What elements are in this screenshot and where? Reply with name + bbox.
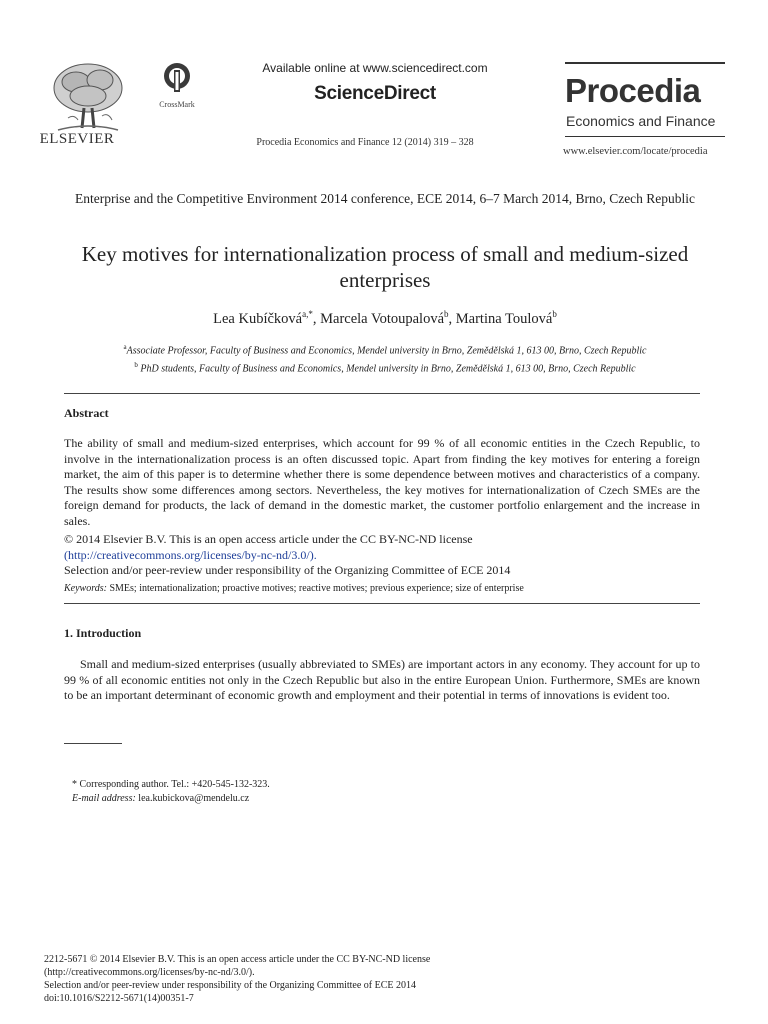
sciencedirect-wordmark: ScienceDirect	[314, 83, 436, 104]
introduction-heading: 1. Introduction	[64, 626, 142, 640]
journal-citation: Procedia Economics and Finance 12 (2014) 319 – 328	[256, 137, 474, 148]
paper-title: Key motives for internationalization process of small and medium-sized enterprises	[81, 242, 689, 292]
procedia-subtitle: Economics and Finance	[566, 113, 716, 129]
footnote-divider	[64, 743, 122, 744]
author-name: Lea Kubíčková	[213, 310, 303, 327]
issn-license-line: 2212-5671 © 2014 Elsevier B.V. This is an open access article under the CC BY-NC-ND license	[44, 954, 431, 965]
publisher-wordmark: ELSEVIER	[39, 131, 115, 147]
author	[320, 311, 456, 327]
author-affiliation-mark: b	[552, 309, 557, 319]
affiliation-line	[40, 358, 730, 376]
affiliation-line	[40, 340, 730, 358]
footer-peer-review-line: Selection and/or peer-review under responsibility of the Organizing Committee of ECE 2014	[44, 980, 417, 991]
author-name: Marcela Votoupalová	[320, 310, 445, 327]
abstract-top-divider	[64, 393, 700, 394]
author-list	[40, 309, 730, 328]
abstract-bottom-divider	[64, 603, 700, 604]
procedia-divider	[565, 136, 725, 137]
author-separator: ,	[312, 310, 321, 327]
email-address[interactable]: lea.kubickova@mendelu.cz	[135, 793, 250, 804]
crossmark-label: CrossMark	[159, 100, 195, 109]
procedia-wordmark: Procedia	[565, 72, 701, 109]
author-affiliation-mark: a,*	[302, 309, 313, 319]
keywords	[64, 583, 700, 594]
author-name: Martina Toulová	[455, 310, 553, 327]
author	[456, 311, 557, 327]
footnote	[72, 778, 270, 806]
affiliation-text: Associate Professor, Faculty of Business and Economics, Mendel university in Brno, Zemědělská 1, 613 00, Brno, Czech Republic	[126, 345, 647, 357]
corresponding-author: * Corresponding author. Tel.: +420-545-132-323.	[72, 779, 270, 790]
footer-license-link[interactable]: (http://creativecommons.org/licenses/by-nc-nd/3.0/).	[44, 967, 255, 978]
license-link[interactable]: (http://creativecommons.org/licenses/by-nc-nd/3.0/).	[64, 547, 317, 562]
available-online-text[interactable]: Available online at www.sciencedirect.com	[262, 61, 488, 75]
author-affiliation-mark: b	[444, 309, 449, 319]
doi-line[interactable]: doi:10.1016/S2212-5671(14)00351-7	[44, 993, 194, 1004]
keywords-label: Keywords:	[64, 583, 107, 594]
introduction-body: Small and medium-sized enterprises (usually abbreviated to SMEs) are important actors in any economy. They account for up to 99 % of all economic entities not only in the Czech Republic but also in the entire European Union. Furthermore, SMEs are known to be an important determinant of economic growth and employment and their potential in terms of innovations is evident too.	[64, 657, 700, 702]
keywords-text: SMEs; internationalization; proactive motives; reactive motives; previous experience; size of enterprise	[106, 583, 524, 594]
affiliation-text: PhD students, Faculty of Business and Economics, Mendel university in Brno, Zemědělská 1, 613 00, Brno, Czech Republic	[137, 363, 636, 375]
affiliation-mark: b	[134, 361, 138, 370]
abstract-body: The ability of small and medium-sized enterprises, which account for 99 % of all economic entities in the Czech Republic, to involve in the internationalization process is an often discussed topic. Apart from finding the key motives for entering a foreign market, the aim of this paper is to determine whether there is some dependence between motives and characteristics of a company. The results show some differences among sectors. Nevertheless, the key motives for internationalization of Czech SMEs are the foreign demand for products, the lack of demand in the domestic market, the customer portfolio enlargement and the increase in sales.	[64, 436, 700, 528]
crossmark-icon	[163, 62, 191, 94]
author	[213, 311, 320, 327]
procedia-url-link[interactable]: www.elsevier.com/locate/procedia	[563, 146, 708, 157]
email-label: E-mail address:	[72, 793, 136, 804]
author-separator: ,	[448, 310, 456, 327]
copyright-line: © 2014 Elsevier B.V. This is an open access article under the CC BY-NC-ND license	[64, 532, 473, 546]
procedia-top-divider	[565, 62, 725, 64]
copyright-notice	[64, 532, 700, 579]
peer-review-line: Selection and/or peer-review under responsibility of the Organizing Committee of ECE 2014	[64, 563, 511, 577]
crossmark-badge[interactable]	[154, 62, 200, 109]
email-line	[72, 792, 270, 806]
affiliations	[40, 340, 730, 377]
abstract-heading: Abstract	[64, 406, 109, 420]
affiliation-mark: a	[123, 343, 127, 351]
page-footer	[44, 953, 644, 1005]
conference-line: Enterprise and the Competitive Environment 2014 conference, ECE 2014, 6–7 March 2014, Brno, Czech Republic	[74, 191, 696, 206]
